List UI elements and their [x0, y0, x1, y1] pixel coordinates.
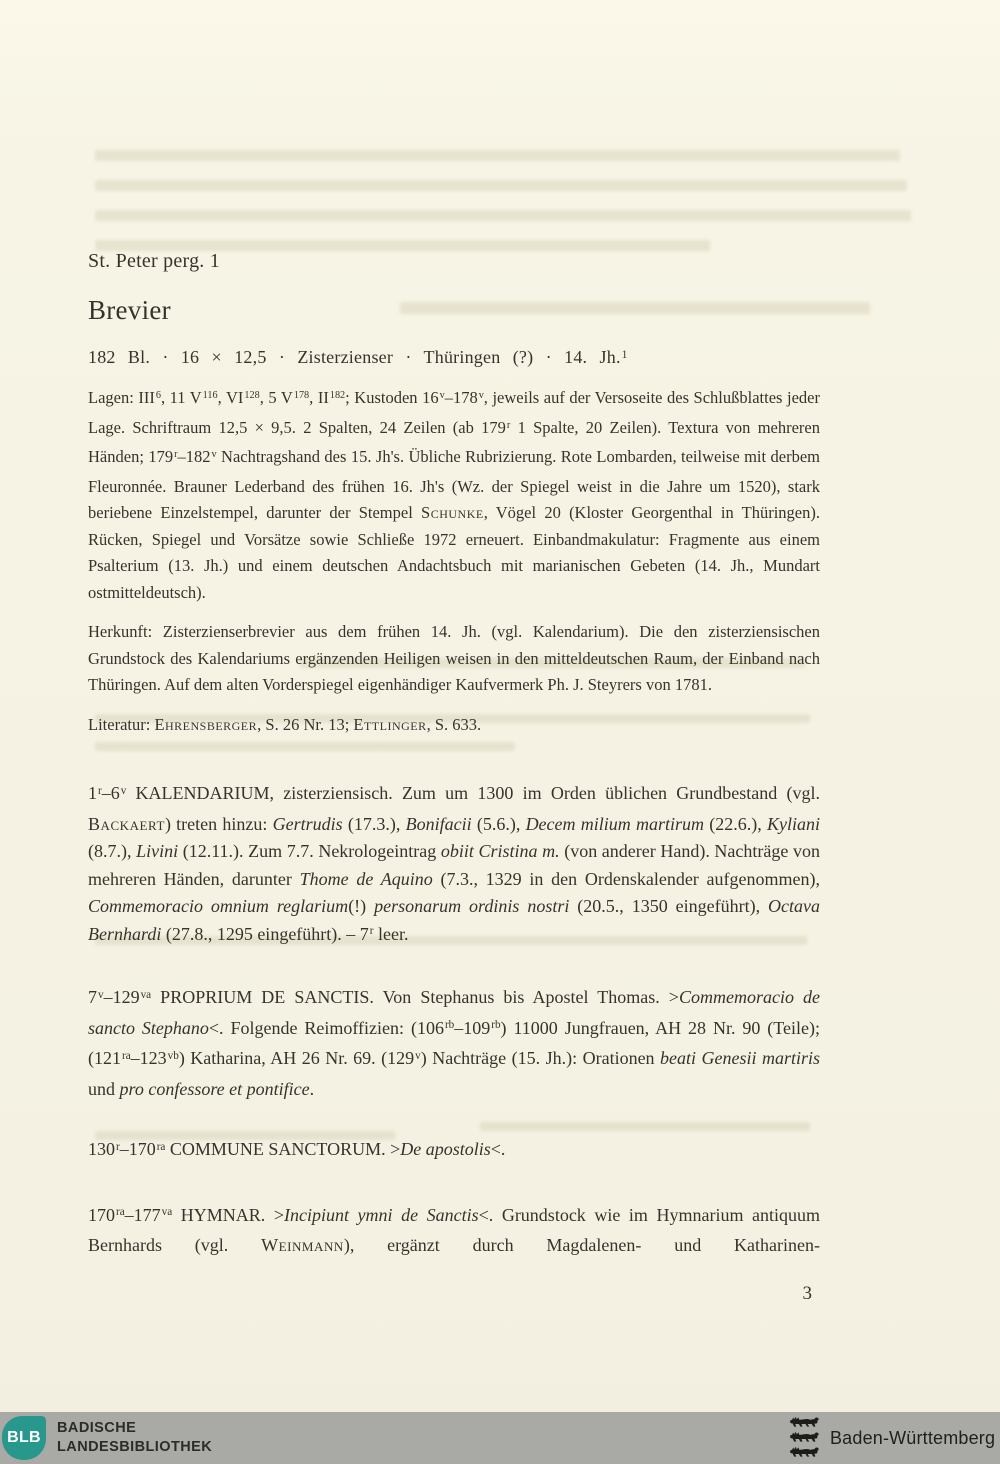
- shelfmark: St. Peter perg. 1: [88, 250, 221, 272]
- library-footer-banner: [0, 1412, 1000, 1464]
- blb-logo: [2, 1416, 46, 1460]
- baden-wuerttemberg-branding: [788, 1415, 995, 1461]
- library-name-line2: LANDESBIBLIOTHEK: [57, 1438, 213, 1455]
- manuscript-summary-line: 182 Bl. · 16 × 12,5 · Zisterzienser · Thüringen (?) · 14. Jh.$^1$: [88, 347, 628, 367]
- page-number: 3: [802, 1282, 812, 1304]
- paragraph-herkunft: Herkunft: Zisterzienserbrevier aus dem frühen 14. Jh. (vgl. Kalendarium). Die den zisterziensischen Grundstock des Kalendariums ergänzenden Heiligen weisen in den mitteldeutschen Raum, der Einband nach Thüringen. Auf dem alten Vorderspiegel eigenhändiger Kaufvermerk Ph. J. Steyrers von 1781.: [88, 622, 820, 694]
- library-name-line1: BADISCHE: [57, 1420, 137, 1436]
- blb-logo-text: BLB: [7, 1429, 41, 1446]
- state-name: Baden-Württemberg: [830, 1427, 996, 1448]
- lion-icon: [788, 1431, 819, 1445]
- paragraph-hymnar: $170^{ra}-177^{va}$ HYMNAR. >Incipiunt ymni de Sanctis<. Grundstock wie im Hymnarium antiquum Bernhards (vgl. Weinmann), ergänzt durch Magdalenen- und Katharinen-: [88, 1204, 820, 1255]
- paragraph-kalendarium: 1$^r$–6$^v$ KALENDARIUM, zisterziensisch. Zum um 1300 im Orden üblichen Grundbestand (vgl. Backaert) treten hinzu: Gertrudis (17.3.), Bonifacii (5.6.), Decem milium martirum (22.6.), Kyliani (8.7.), Livini (12.11.). Zum 7.7. Nekrologeintrag obiit Cristina m. (von anderer Hand). Nachträge von mehreren Händen, darunter Thome de Aquino (7.3., 1329 in den Ordenskalender aufgenommen), Commemoracio omnium reglarium(!) personarum ordinis nostri (20.5., 1350 eingeführt), Octava Bernhardi (27.8., 1295 eingeführt). – 7$^r$ leer.: [88, 783, 821, 944]
- paragraph-proprium-de-sanctis: $7^v-129^{va}$ PROPRIUM DE SANCTIS. Von Stephanus bis Apostel Thomas. >Commemoracio de sancto Stephano<. Folgende Reimoffizien: $(106^{rb}-109^{rb})$ 11000 Jungfrauen, AH 28 Nr. 90 (Teile); $(121^{ra}-123^{vb})$ Katharina, AH 26 Nr. 69. (129$^v$) Nachträge (15. Jh.): Orationen beati Genesii martiris und pro confessore et pontifice.: [88, 987, 820, 1099]
- library-name: [57, 1419, 212, 1456]
- paragraph-literatur: Literatur: Ehrensberger, S. 26 Nr. 13; Ettlinger, S. 633.: [88, 714, 482, 734]
- baden-wuerttemberg-coat-of-arms-icon: [788, 1416, 819, 1460]
- catalog-entry: [88, 0, 820, 1305]
- lion-icon: [788, 1446, 819, 1460]
- lion-icon: [788, 1416, 819, 1430]
- paragraph-commune-sanctorum: $130^r-170^{ra}$ COMMUNE SANCTORUM. >De apostolis<.: [88, 1139, 506, 1159]
- paragraph-lagen: Lagen: III$^6$, 11 $V^{116}$, VI$^{128}$, 5 $V^{178}$, II$^{182}$; Kustoden 16$^v$–178$^v$, jeweils auf der Versoseite des Schlußblattes jeder Lage. Schriftraum 12,5 × 9,5. 2 Spalten, 24 Zeilen (ab 179$^r$ 1 Spalte, 20 Zeilen). Textura von mehreren Händen; 179$^r$–182$^v$ Nachtragshand des 15. Jh's. Übliche Rubrizierung. Rote Lombarden, teilweise mit derbem Fleuronnée. Brauner Lederband des frühen 16. Jh's (Wz. der Spiegel weist in die Jahre um 1520), stark beriebene Einzelstempel, darunter der Stempel Schunke, Vögel 20 (Kloster Georgenthal in Thüringen). Rücken, Spiegel und Vorsätze sowie Schließe 1972 erneuert. Einbandmakulatur: Fragmente aus einem Psalterium (13. Jh.) und einem deutschen Andachtsbuch mit marianischen Gebeten (14. Jh., Mundart ostmitteldeutsch).: [88, 388, 821, 602]
- page-title: Brevier: [88, 295, 171, 325]
